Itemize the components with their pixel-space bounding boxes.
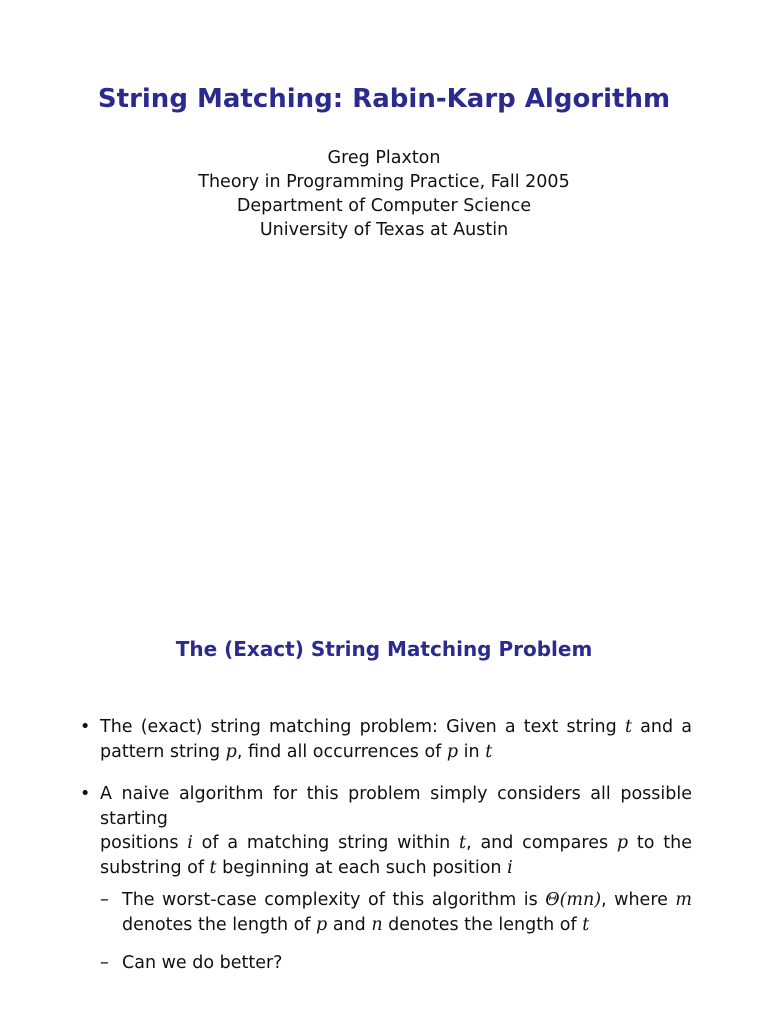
math-var: p xyxy=(616,833,629,853)
text: to the xyxy=(628,833,692,853)
math-var: i xyxy=(187,833,193,853)
sub1-line2 xyxy=(122,913,692,938)
bullet-item-1 xyxy=(80,715,692,764)
bullet2-line1: • A naive algorithm for this problem simply considers all possible starting xyxy=(100,784,692,829)
text: and a xyxy=(631,717,692,737)
math-var: t xyxy=(582,914,590,935)
math-var: n xyxy=(371,914,383,935)
text: , where xyxy=(601,890,676,910)
math-var: m xyxy=(675,890,692,910)
math-var: p xyxy=(316,914,328,935)
text: The worst-case complexity of this algorithm is xyxy=(122,890,546,910)
author-block xyxy=(0,146,768,242)
sub2-line1: – Can we do better? xyxy=(122,953,283,973)
math-expr: Θ(mn) xyxy=(545,890,602,910)
math-var: t xyxy=(485,741,493,762)
math-var: t xyxy=(209,857,217,878)
text: beginning at each such position xyxy=(216,857,508,878)
text: pattern string xyxy=(100,741,226,762)
bullet-list xyxy=(80,715,692,994)
department-name: Department of Computer Science xyxy=(236,196,532,216)
math-var: i xyxy=(507,857,513,878)
bullet1-line1 xyxy=(100,715,692,740)
bullet2-line3 xyxy=(100,856,692,881)
slide1-title: String Matching: Rabin-Karp Algorithm xyxy=(97,84,671,114)
sub-item-2 xyxy=(100,951,692,976)
text: denotes the length of xyxy=(382,914,583,935)
text: , and compares xyxy=(466,833,617,853)
math-var: p xyxy=(446,741,459,762)
math-var: t xyxy=(459,833,467,853)
math-var: t xyxy=(624,717,632,737)
slide2-title: The (Exact) String Matching Problem xyxy=(175,637,593,661)
course-name: Theory in Programming Practice, Fall 2005 xyxy=(198,172,570,192)
text: in xyxy=(458,741,486,762)
text: of a matching string within xyxy=(192,833,460,853)
text: substring of xyxy=(100,857,210,878)
bullet2-line2 xyxy=(100,831,692,856)
bullet1-line2 xyxy=(100,740,692,765)
sub1-line1 xyxy=(122,888,692,913)
math-var: p xyxy=(225,741,237,762)
text: The (exact) string matching problem: Given a text string xyxy=(100,717,625,737)
author-name: Greg Plaxton xyxy=(327,148,441,168)
text: positions xyxy=(100,833,188,853)
text: denotes the length of xyxy=(122,914,317,935)
sub-item-1 xyxy=(100,888,692,937)
text: and xyxy=(327,914,372,935)
text: , find all occurrences of xyxy=(236,741,447,762)
bullet-item-2 xyxy=(80,782,692,976)
university-name: University of Texas at Austin xyxy=(259,220,509,240)
